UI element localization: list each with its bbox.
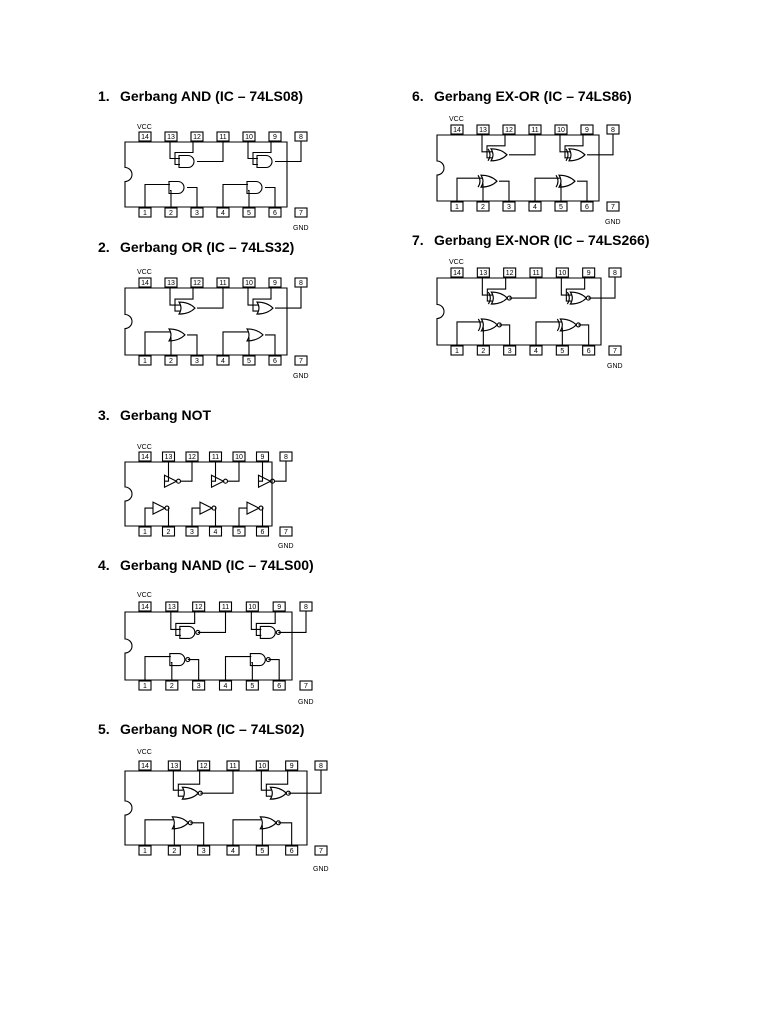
pin-number: 5 xyxy=(247,210,251,217)
nor-gate-icon xyxy=(182,787,202,799)
pin-number: 14 xyxy=(141,604,149,611)
item-number: 3. xyxy=(98,407,110,423)
wire xyxy=(288,771,321,793)
item-title: Gerbang NOT xyxy=(120,407,212,423)
pin-number: 9 xyxy=(273,280,277,287)
pin-number: 13 xyxy=(167,604,176,611)
wire xyxy=(145,508,153,526)
wire xyxy=(265,335,275,355)
vcc-label: VCC xyxy=(137,124,152,131)
wire xyxy=(578,325,588,345)
pin-number: 10 xyxy=(235,454,243,461)
wire xyxy=(509,278,536,298)
wire xyxy=(165,462,169,481)
heading-and xyxy=(98,88,303,104)
pin-number: 9 xyxy=(289,763,294,770)
wire xyxy=(256,612,275,635)
item-number: 1. xyxy=(98,88,110,104)
wire xyxy=(197,288,223,308)
not-gate-icon xyxy=(247,502,263,514)
pin-number: 12 xyxy=(193,134,201,141)
pin-number: 14 xyxy=(453,270,461,277)
gnd-label: GND xyxy=(293,225,309,232)
item-number: 4. xyxy=(98,557,110,573)
pin-number: 1 xyxy=(143,683,147,690)
pin-number: 7 xyxy=(304,683,308,690)
wire xyxy=(216,508,217,526)
nor-gate-icon xyxy=(260,817,280,829)
wire xyxy=(223,332,248,355)
pin-number: 7 xyxy=(611,204,615,211)
wire xyxy=(265,188,275,208)
ic-nor-diagram xyxy=(120,745,329,873)
vcc-label: VCC xyxy=(137,749,152,756)
heading-xnor xyxy=(412,232,650,248)
item-title: Gerbang OR (IC – 74LS32) xyxy=(120,239,295,255)
item-title: Gerbang AND (IC – 74LS08) xyxy=(120,88,304,104)
pin-number: 3 xyxy=(195,210,199,217)
pin-number: 11 xyxy=(211,454,220,461)
pin-number: 8 xyxy=(284,454,288,461)
pin-number: 13 xyxy=(164,454,173,461)
not-gate-icon xyxy=(153,502,169,514)
pin-number: 8 xyxy=(299,134,303,141)
pin-number: 8 xyxy=(613,270,617,277)
wire xyxy=(175,288,193,311)
pin-number: 4 xyxy=(221,210,225,217)
wire xyxy=(190,823,203,845)
wire xyxy=(263,508,264,526)
pin-number: 9 xyxy=(585,127,589,134)
xor-gate-icon xyxy=(478,175,497,187)
wire xyxy=(535,178,560,201)
wire xyxy=(192,508,200,526)
pin-number: 7 xyxy=(319,848,323,855)
pin-number: 11 xyxy=(229,763,237,770)
ic-body xyxy=(125,288,287,355)
vcc-label: VCC xyxy=(137,592,152,599)
pin-number: 2 xyxy=(169,358,173,365)
pin-number: 8 xyxy=(304,604,308,611)
wire xyxy=(253,142,271,165)
pin-number: 3 xyxy=(195,358,199,365)
pin-number: 9 xyxy=(273,134,277,141)
pin-number: 5 xyxy=(560,348,565,355)
gnd-label: GND xyxy=(605,219,621,226)
heading-xor xyxy=(412,88,632,104)
item-number: 2. xyxy=(98,239,110,255)
pin-number: 6 xyxy=(273,210,277,217)
xor-gate-icon xyxy=(488,149,507,161)
pin-number: 3 xyxy=(201,848,206,855)
wire xyxy=(253,288,271,311)
wire xyxy=(275,462,287,481)
pin-number: 1 xyxy=(455,204,459,211)
pin-number: 12 xyxy=(505,127,513,134)
wire xyxy=(197,142,223,162)
pin-number: 10 xyxy=(558,270,567,277)
wire xyxy=(499,181,509,201)
pin-number: 14 xyxy=(141,454,149,461)
nor-gate-icon xyxy=(270,787,290,799)
pin-number: 5 xyxy=(260,848,265,855)
wire xyxy=(169,508,170,526)
wire xyxy=(176,612,195,635)
pin-number: 2 xyxy=(172,848,177,855)
item-number: 6. xyxy=(412,88,424,104)
ic-xor-diagram xyxy=(432,112,621,226)
gnd-label: GND xyxy=(278,543,294,550)
ic-and-diagram xyxy=(120,120,309,232)
vcc-label: VCC xyxy=(137,269,152,276)
pin-number: 13 xyxy=(479,127,487,134)
wire xyxy=(145,185,170,208)
pin-number: 11 xyxy=(221,604,230,611)
pin-number: 1 xyxy=(143,529,147,536)
pin-number: 11 xyxy=(219,134,227,141)
pin-number: 4 xyxy=(223,683,228,690)
wire xyxy=(145,820,173,845)
xnor-gate-icon xyxy=(557,319,580,331)
pin-number: 6 xyxy=(585,204,589,211)
wire xyxy=(268,660,279,680)
wire xyxy=(198,612,226,632)
pin-number: 6 xyxy=(289,848,294,855)
xnor-gate-icon xyxy=(478,319,501,331)
pin-number: 7 xyxy=(299,210,303,217)
item-title: Gerbang NOR (IC – 74LS02) xyxy=(120,721,305,737)
xnor-gate-icon xyxy=(567,292,590,304)
gnd-label: GND xyxy=(313,866,329,873)
item-number: 5. xyxy=(98,721,110,737)
nand-gate-icon xyxy=(180,626,200,638)
pin-number: 7 xyxy=(613,348,617,355)
pin-number: 1 xyxy=(143,358,147,365)
pin-number: 14 xyxy=(141,763,149,770)
wire xyxy=(226,657,252,680)
gnd-label: GND xyxy=(607,363,623,370)
pin-number: 7 xyxy=(284,529,288,536)
pin-number: 4 xyxy=(221,358,225,365)
wire xyxy=(233,820,261,845)
wire xyxy=(275,142,301,162)
pin-number: 3 xyxy=(190,529,194,536)
pin-number: 1 xyxy=(455,348,459,355)
nor-gate-icon xyxy=(172,817,192,829)
pin-number: 9 xyxy=(277,604,282,611)
wire xyxy=(212,462,216,481)
item-title: Gerbang EX-OR (IC – 74LS86) xyxy=(434,88,632,104)
pin-number: 13 xyxy=(167,280,175,287)
pin-number: 12 xyxy=(505,270,514,277)
pin-number: 5 xyxy=(247,358,251,365)
nand-gate-icon xyxy=(170,654,190,666)
wire xyxy=(266,771,287,796)
pin-number: 4 xyxy=(231,848,235,855)
pin-number: 4 xyxy=(213,529,218,536)
wire xyxy=(509,135,535,155)
wire xyxy=(536,322,561,345)
pin-number: 11 xyxy=(532,270,540,277)
wire xyxy=(145,332,170,355)
pin-number: 5 xyxy=(237,529,241,536)
pin-number: 4 xyxy=(533,204,537,211)
heading-or xyxy=(98,239,294,255)
pin-number: 10 xyxy=(258,763,267,770)
wire xyxy=(457,178,482,201)
pin-number: 13 xyxy=(479,270,488,277)
wire xyxy=(187,188,197,208)
gnd-label: GND xyxy=(293,373,309,380)
wire xyxy=(278,823,291,845)
gnd-label: GND xyxy=(298,699,314,706)
ic-nand-diagram xyxy=(120,588,314,706)
pin-number: 6 xyxy=(586,348,591,355)
wire xyxy=(145,657,171,680)
pin-number: 14 xyxy=(141,280,149,287)
pin-number: 10 xyxy=(557,127,565,134)
wire xyxy=(181,462,193,481)
heading-nand xyxy=(98,557,314,573)
and-gate-icon xyxy=(179,156,194,168)
pin-number: 3 xyxy=(196,683,201,690)
pin-number: 13 xyxy=(167,134,175,141)
pin-number: 3 xyxy=(507,204,511,211)
wire xyxy=(457,322,482,345)
or-gate-icon xyxy=(257,302,273,314)
or-gate-icon xyxy=(179,302,195,314)
wire xyxy=(275,288,301,308)
ic-body xyxy=(125,142,287,207)
pin-number: 12 xyxy=(199,763,208,770)
nand-gate-icon xyxy=(250,654,270,666)
pin-number: 8 xyxy=(319,763,323,770)
wire xyxy=(499,325,509,345)
xor-gate-icon xyxy=(566,149,585,161)
pin-number: 2 xyxy=(169,210,173,217)
heading-nor xyxy=(98,721,304,737)
pin-number: 14 xyxy=(453,127,461,134)
pin-number: 9 xyxy=(260,454,265,461)
nand-gate-icon xyxy=(260,626,280,638)
wire xyxy=(188,660,199,680)
vcc-label: VCC xyxy=(449,259,464,266)
pin-number: 14 xyxy=(141,134,149,141)
xor-gate-icon xyxy=(556,175,575,187)
pin-number: 1 xyxy=(143,210,147,217)
pin-number: 2 xyxy=(166,529,171,536)
pin-number: 12 xyxy=(194,604,203,611)
wire xyxy=(178,771,199,796)
pin-number: 3 xyxy=(507,348,512,355)
wire xyxy=(587,135,613,155)
pin-number: 7 xyxy=(299,358,303,365)
pin-number: 5 xyxy=(559,204,563,211)
ic-xnor-diagram xyxy=(432,255,623,370)
ic-body xyxy=(125,462,272,526)
item-number: 7. xyxy=(412,232,424,248)
pin-number: 8 xyxy=(611,127,615,134)
pin-number: 2 xyxy=(481,348,486,355)
ic-or-diagram xyxy=(120,265,309,380)
item-title: Gerbang EX-NOR (IC – 74LS266) xyxy=(434,232,650,248)
wire xyxy=(175,142,193,165)
pin-number: 11 xyxy=(531,127,539,134)
pin-number: 12 xyxy=(188,454,196,461)
pin-number: 8 xyxy=(299,280,303,287)
pin-number: 2 xyxy=(481,204,485,211)
pin-number: 2 xyxy=(169,683,174,690)
wire xyxy=(187,335,197,355)
ic-body xyxy=(437,278,601,345)
not-gate-icon xyxy=(200,502,216,514)
and-gate-icon xyxy=(257,156,272,168)
pin-number: 4 xyxy=(534,348,538,355)
pin-number: 6 xyxy=(277,683,282,690)
pin-number: 6 xyxy=(260,529,265,536)
xnor-gate-icon xyxy=(488,292,511,304)
wire xyxy=(588,278,615,298)
wire xyxy=(228,462,240,481)
ic-not-diagram xyxy=(120,440,294,550)
ic-body xyxy=(125,612,292,680)
wire xyxy=(223,185,248,208)
wire xyxy=(259,462,263,481)
pin-number: 9 xyxy=(586,270,591,277)
pin-number: 12 xyxy=(193,280,201,287)
wire xyxy=(577,181,587,201)
vcc-label: VCC xyxy=(137,444,152,451)
pin-number: 13 xyxy=(170,763,179,770)
heading-not xyxy=(98,407,211,423)
pin-number: 10 xyxy=(245,280,253,287)
ic-body xyxy=(125,771,307,845)
pin-number: 11 xyxy=(219,280,227,287)
item-title: Gerbang NAND (IC – 74LS00) xyxy=(120,557,314,573)
pin-number: 5 xyxy=(250,683,255,690)
wire xyxy=(200,771,233,793)
pin-number: 10 xyxy=(248,604,257,611)
ic-body xyxy=(437,135,599,201)
pin-number: 1 xyxy=(143,848,147,855)
pin-number: 6 xyxy=(273,358,277,365)
vcc-label: VCC xyxy=(449,116,464,123)
pin-number: 10 xyxy=(245,134,253,141)
wire xyxy=(239,508,247,526)
